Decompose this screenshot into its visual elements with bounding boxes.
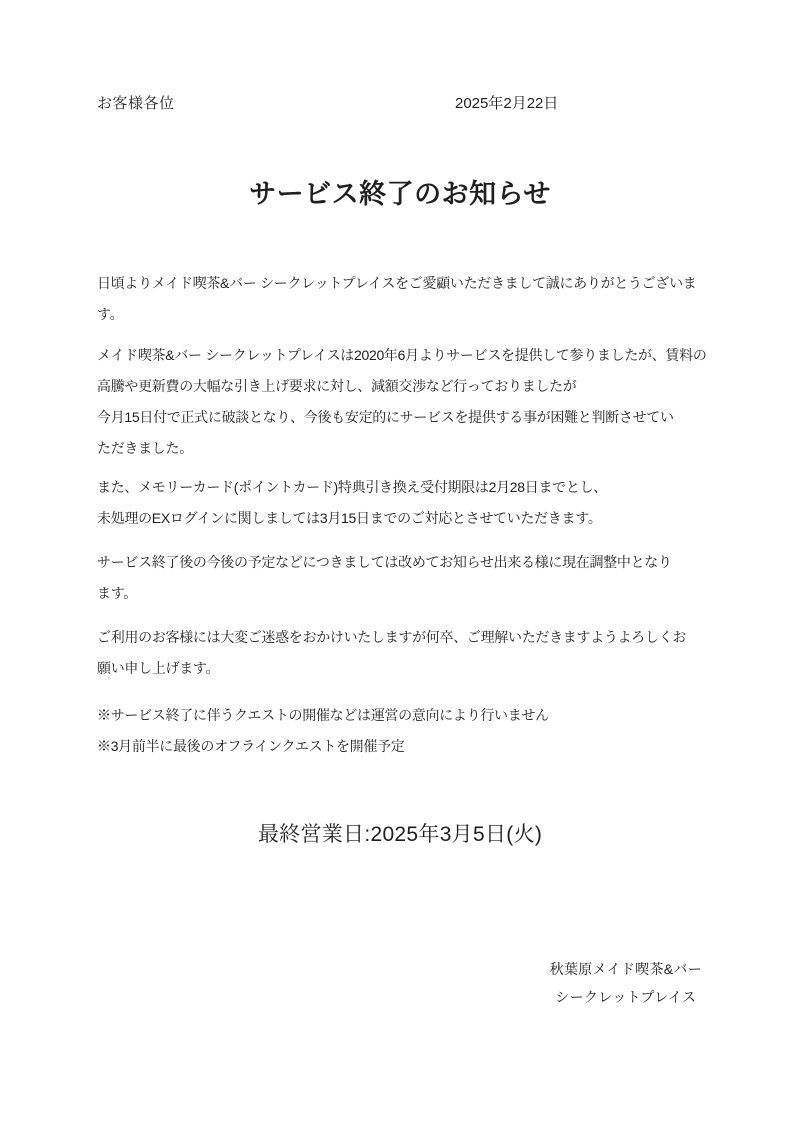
document-date: 2025年2月22日	[455, 95, 559, 112]
paragraph-greeting	[97, 268, 697, 330]
paragraph-line: また、メモリーカード(ポイントカード)特典引き換え受付期限は2月28日までとし、	[97, 479, 607, 495]
note-line: ※3月前半に最後のオフラインクエストを開催予定	[97, 738, 405, 754]
signature	[550, 955, 702, 1011]
paragraph-apology	[97, 622, 686, 684]
paragraph-line: サービス終了後の今後の予定などにつきましては改めてお知らせ出来る様に現在調整中となり	[97, 554, 672, 570]
paragraph-line: 今月15日付で正式に破談となり、今後も安定的にサービスを提供する事が困難と判断させてい	[97, 409, 674, 425]
paragraph-line: 日頃よりメイド喫茶&バー シークレットプレイスをご愛顧いただきまして誠にありがとうございま	[97, 275, 697, 291]
signature-line-shop-name: 秋葉原メイド喫茶&バー	[549, 961, 702, 977]
recipient: お客様各位	[97, 95, 175, 112]
paragraph-line: ます。	[97, 585, 137, 601]
notes-list	[97, 700, 549, 762]
paragraph-line: す。	[97, 306, 124, 322]
paragraph-line: 願い申し上げます。	[97, 660, 220, 676]
note-line: ※サービス終了に伴うクエストの開催などは運営の意向により行いません	[97, 707, 549, 723]
paragraph-line: ご利用のお客様には大変ご迷惑をおかけいたしますが何卒、ご理解いただきますようよろしくお	[97, 629, 687, 645]
final-business-day: 最終営業日:2025年3月5日(火)	[257, 823, 543, 846]
paragraph-line: 高騰や更新費の大幅な引き上げ要求に対し、減額交渉など行っておりましたが	[97, 378, 577, 394]
paragraph-deadlines	[97, 472, 607, 534]
paragraph-line: ただきました。	[97, 440, 193, 456]
page-title: サービス終了のお知らせ	[249, 179, 551, 209]
paragraph-line: メイド喫茶&バー シークレットプレイスは2020年6月よりサービスを提供して参りましたが、賃料の	[97, 347, 707, 363]
paragraph-future-plans	[97, 547, 672, 609]
paragraph-reason	[97, 340, 707, 464]
paragraph-line: 未処理のEXログインに関しましては3月15日までのご対応とさせていただきます。	[97, 510, 602, 526]
signature-line-brand-name: シークレットプレイス	[555, 989, 697, 1005]
